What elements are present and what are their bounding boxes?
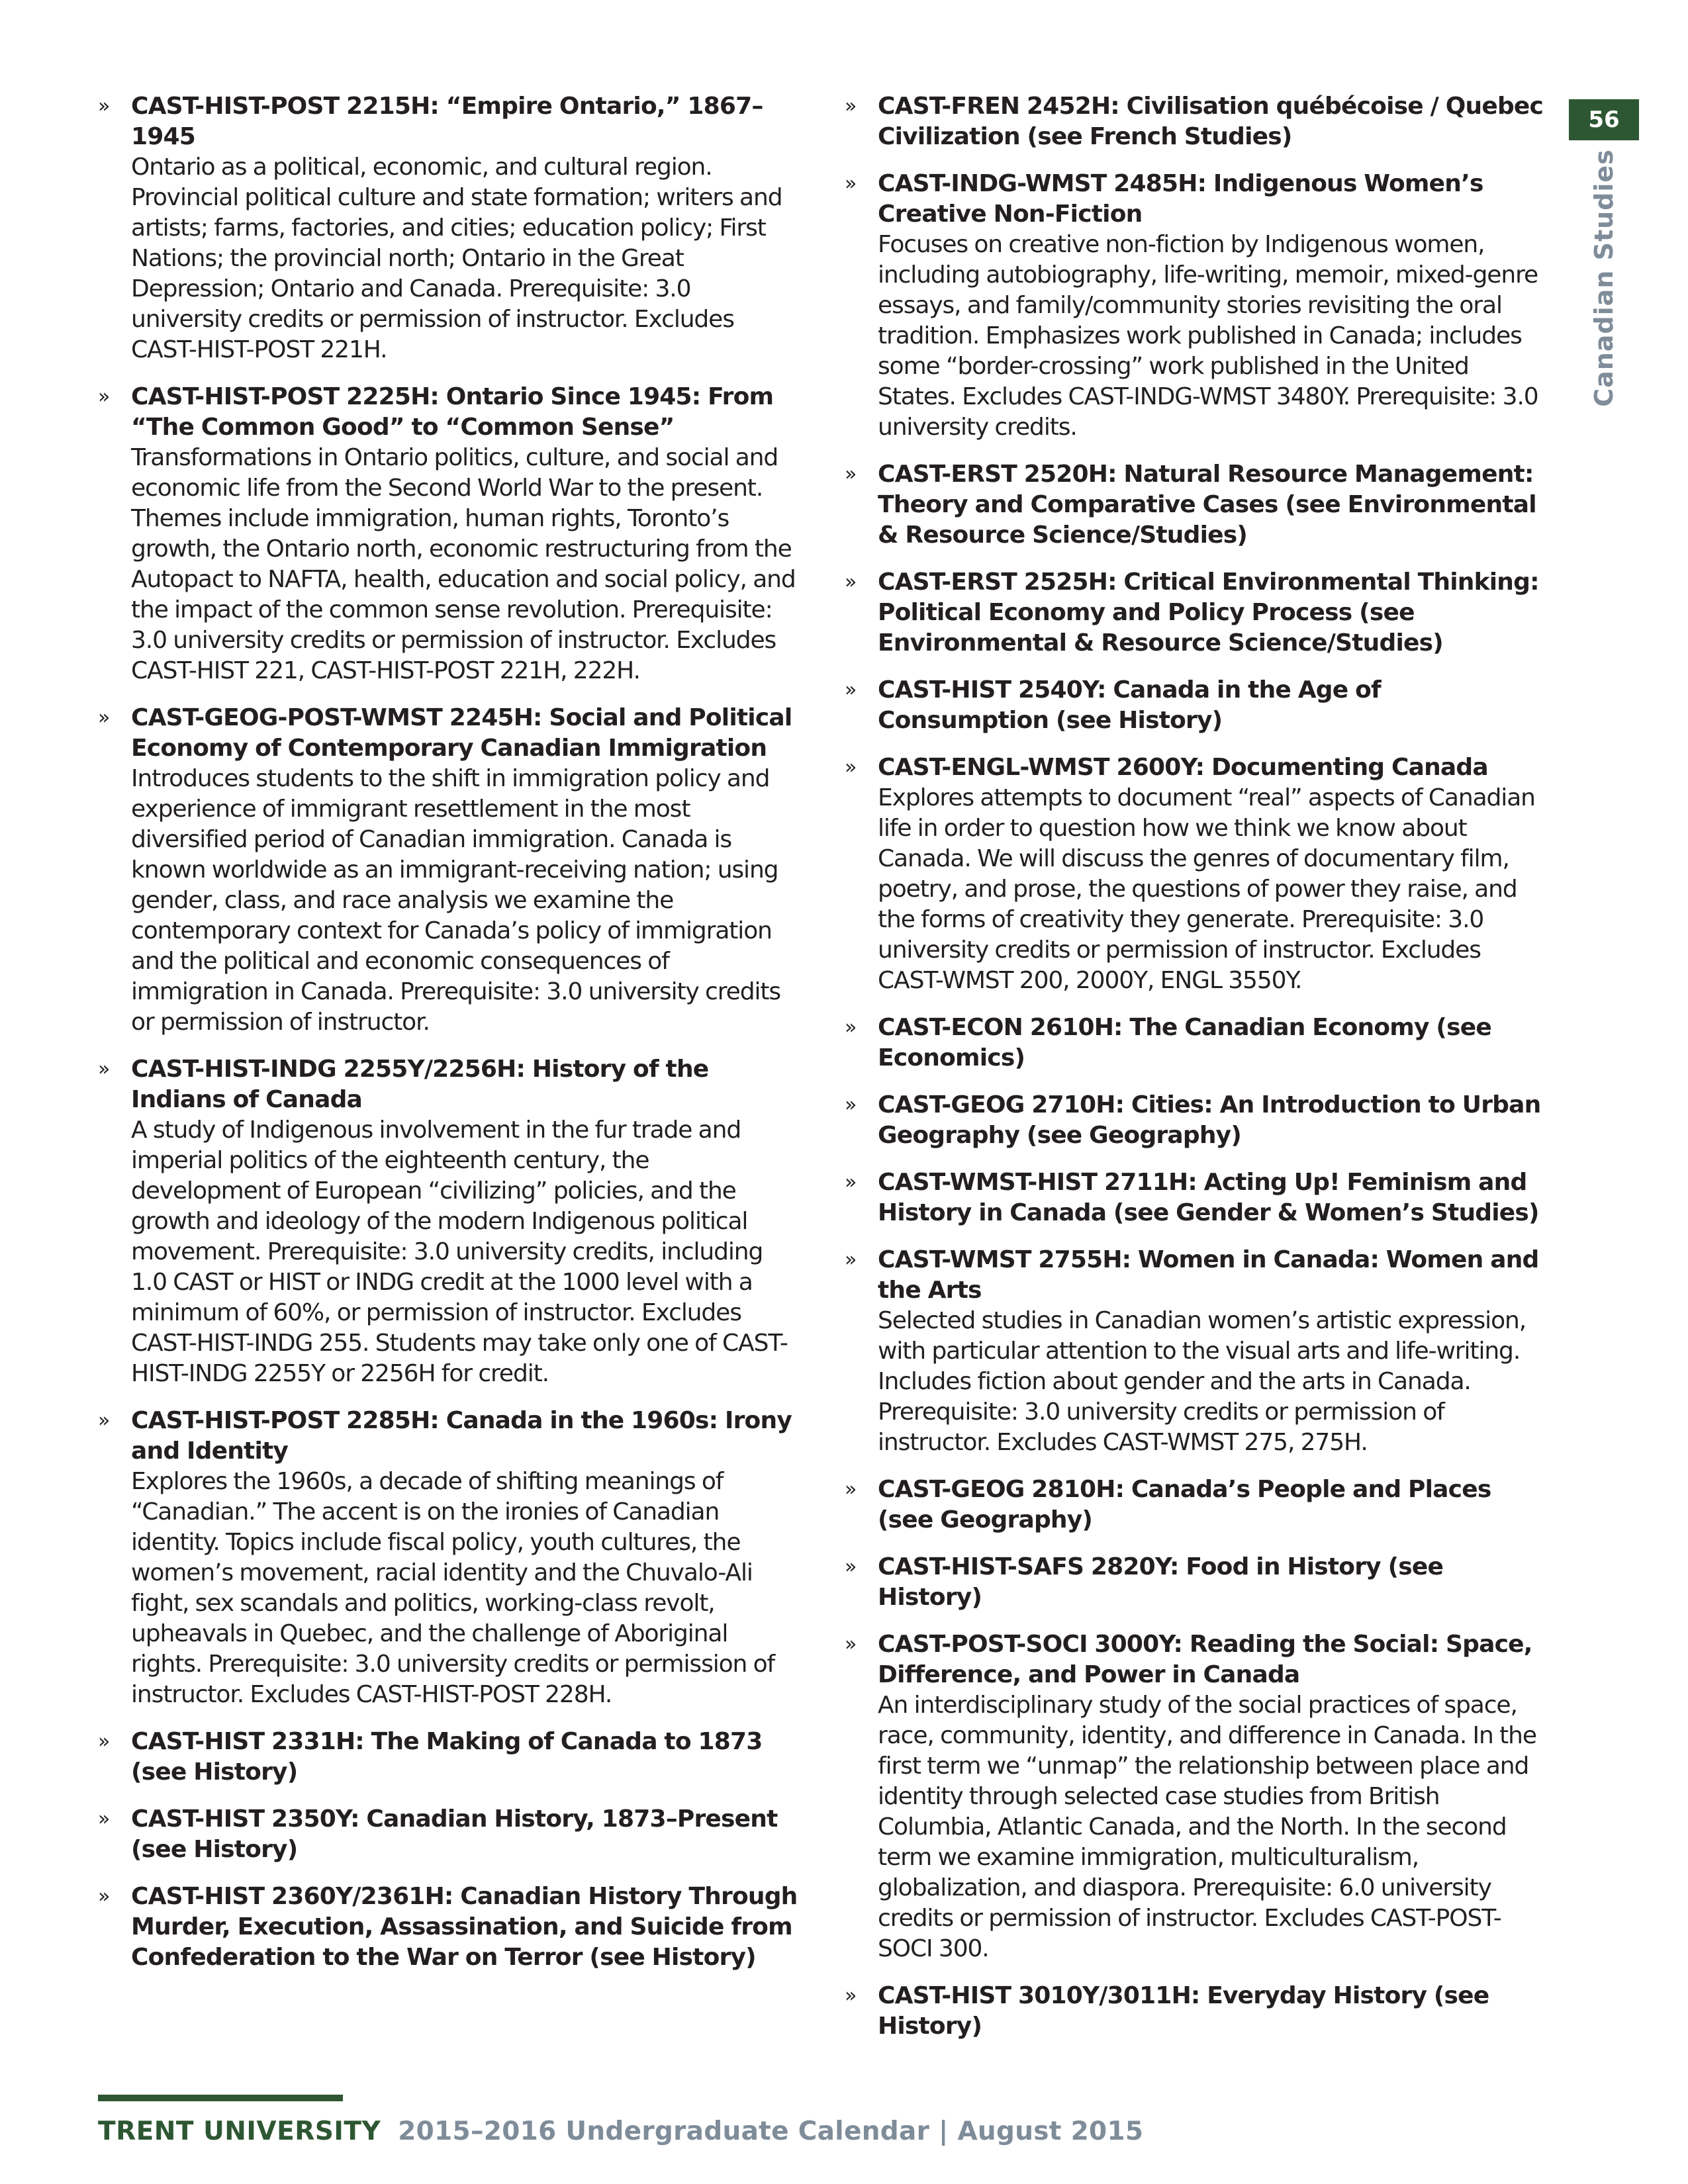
course-entry	[839, 91, 1551, 152]
course-title: CAST-GEOG 2810H: Canada’s People and Places (see Geography)	[878, 1476, 1491, 1533]
footer-rule	[98, 2095, 343, 2101]
footer-university: TRENT UNIVERSITY	[98, 2116, 381, 2146]
course-entry	[93, 1054, 804, 1389]
bullet-icon: »	[98, 1807, 111, 1831]
bullet-icon: »	[98, 1409, 111, 1432]
course-title: CAST-HIST 2360Y/2361H: Canadian History Through Murder, Execution, Assassination, and Suicide from Confederation to the War on Terror (see History)	[131, 1883, 798, 1971]
course-description: Ontario as a political, economic, and cultural region. Provincial political culture and state formation; writers and artists; farms, factories, and cities; education policy; First Nations; the provincial north; Ontario in the Great Depression; Ontario and Canada. Prerequisite: 3.0 university credits or permission of instructor. Excludes CAST-HIST-POST 221H.	[131, 154, 782, 363]
bullet-icon: »	[98, 706, 111, 729]
bullet-icon: »	[845, 1093, 857, 1116]
course-title: CAST-HIST 2331H: The Making of Canada to 1873 (see History)	[131, 1728, 763, 1786]
course-title: CAST-HIST 2350Y: Canadian History, 1873–Present (see History)	[131, 1805, 778, 1863]
bullet-icon: »	[845, 1478, 857, 1501]
course-entry	[93, 1727, 804, 1788]
bullet-icon: »	[845, 1555, 857, 1578]
course-title: CAST-HIST-INDG 2255Y/2256H: History of the Indians of Canada	[131, 1056, 709, 1113]
course-entry	[93, 1804, 804, 1865]
course-title: CAST-WMST 2755H: Women in Canada: Women and the Arts	[878, 1246, 1539, 1304]
bullet-icon: »	[845, 1171, 857, 1194]
bullet-icon: »	[845, 756, 857, 779]
course-entry	[93, 382, 804, 686]
course-entry	[839, 1629, 1551, 1964]
course-description: An interdisciplinary study of the social practices of space, race, community, identity, and difference in Canada. In the first term we “unmap” the relationship between place and identity through selected case studies from British Columbia, Atlantic Canada, and the North. In the second term we examine immigration, multiculturalism, globalization, and diaspora. Prerequisite: 6.0 university credits or permission of instructor. Excludes CAST-POST-SOCI 300.	[878, 1692, 1536, 1962]
right-column	[839, 91, 1551, 2058]
bullet-icon: »	[845, 1984, 857, 2007]
course-entry	[93, 1406, 804, 1710]
bullet-icon: »	[845, 678, 857, 702]
course-title: CAST-ERST 2525H: Critical Environmental Thinking: Political Economy and Policy Process (see Environmental & Resource Science/Studies)	[878, 569, 1539, 657]
course-entry	[839, 1245, 1551, 1458]
course-title: CAST-GEOG 2710H: Cities: An Introduction to Urban Geography (see Geography)	[878, 1091, 1541, 1149]
course-title: CAST-INDG-WMST 2485H: Indigenous Women’s Creative Non-Fiction	[878, 170, 1483, 228]
course-entry	[839, 1981, 1551, 2042]
bullet-icon: »	[845, 570, 857, 594]
bullet-icon: »	[845, 1633, 857, 1656]
course-title: CAST-ERST 2520H: Natural Resource Management: Theory and Comparative Cases (see Environmental & Resource Science/Studies)	[878, 461, 1536, 549]
course-entry	[839, 169, 1551, 443]
bullet-icon: »	[845, 172, 857, 195]
course-title: CAST-HIST-POST 2285H: Canada in the 1960s: Irony and Identity	[131, 1407, 792, 1465]
course-entry	[839, 675, 1551, 736]
course-title: CAST-POST-SOCI 3000Y: Reading the Social: Space, Difference, and Power in Canada	[878, 1631, 1532, 1688]
course-title: CAST-HIST-SAFS 2820Y: Food in History (see History)	[878, 1553, 1444, 1611]
course-title: CAST-ENGL-WMST 2600Y: Documenting Canada	[878, 754, 1488, 781]
course-title: CAST-GEOG-POST-WMST 2245H: Social and Political Economy of Contemporary Canadian Immigration	[131, 704, 792, 762]
course-entry	[93, 91, 804, 365]
course-entry	[839, 752, 1551, 996]
bullet-icon: »	[98, 1885, 111, 1908]
bullet-icon: »	[845, 95, 857, 118]
bullet-icon: »	[845, 1016, 857, 1039]
course-title: CAST-FREN 2452H: Civilisation québécoise / Quebec Civilization (see French Studies)	[878, 93, 1544, 150]
course-description: Selected studies in Canadian women’s artistic expression, with particular attention to the visual arts and life-writing. Includes fiction about gender and the arts in Canada. Prerequisite: 3.0 university credits or permission of instructor. Excludes CAST-WMST 275, 275H.	[878, 1307, 1526, 1456]
course-entry	[839, 1090, 1551, 1151]
course-title: CAST-ECON 2610H: The Canadian Economy (see Economics)	[878, 1014, 1491, 1071]
bullet-icon: »	[845, 463, 857, 486]
course-description: Focuses on creative non-fiction by Indigenous women, including autobiography, life-writing, memoir, mixed-genre essays, and family/community stories revisiting the oral tradition. Emphasizes work published in Canada; includes some “border-crossing” work published in the United States. Excludes CAST-INDG-WMST 3480Y. Prerequisite: 3.0 university credits.	[878, 231, 1538, 441]
course-entry	[839, 1552, 1551, 1613]
footer-calendar: 2015–2016 Undergraduate Calendar | August 2015	[398, 2116, 1144, 2146]
course-entry	[839, 1475, 1551, 1535]
course-entry	[839, 567, 1551, 659]
bullet-icon: »	[845, 1248, 857, 1271]
footer	[98, 2116, 1143, 2146]
course-title: CAST-WMST-HIST 2711H: Acting Up! Feminism and History in Canada (see Gender & Women’s Studies)	[878, 1169, 1539, 1226]
course-description: Explores attempts to document “real” aspects of Canadian life in order to question how we think we know about Canada. We will discuss the genres of documentary film, poetry, and prose, the questions of power they raise, and the forms of creativity they generate. Prerequisite: 3.0 university credits or permission of instructor. Excludes CAST-WMST 200, 2000Y, ENGL 3550Y.	[878, 784, 1535, 994]
course-entry	[93, 1882, 804, 1973]
course-entry	[839, 1167, 1551, 1228]
left-column	[93, 91, 804, 1989]
bullet-icon: »	[98, 385, 111, 408]
course-description: Transformations in Ontario politics, culture, and social and economic life from the Second World War to the present. Themes include immigration, human rights, Toronto’s growth, the Ontario north, economic restructuring from the Autopact to NAFTA, health, education and social policy, and the impact of the common sense revolution. Prerequisite: 3.0 university credits or permission of instructor. Excludes CAST-HIST 221, CAST-HIST-POST 221H, 222H.	[131, 444, 796, 684]
bullet-icon: »	[98, 95, 111, 118]
bullet-icon: »	[98, 1058, 111, 1081]
course-description: A study of Indigenous involvement in the fur trade and imperial politics of the eighteenth century, the development of European “civilizing” policies, and the growth and ideology of the modern Indigenous political movement. Prerequisite: 3.0 university credits, including 1.0 CAST or HIST or INDG credit at the 1000 level with a minimum of 60%, or permission of instructor. Excludes CAST-HIST-INDG 255. Students may take only one of CAST-HIST-INDG 2255Y or 2256H for credit.	[131, 1116, 788, 1387]
course-entry	[839, 459, 1551, 551]
course-title: CAST-HIST 2540Y: Canada in the Age of Consumption (see History)	[878, 676, 1381, 734]
section-side-label: Canadian Studies	[1589, 149, 1618, 407]
page-number: 56	[1569, 99, 1639, 140]
course-title: CAST-HIST-POST 2215H: “Empire Ontario,” 1867–1945	[131, 93, 763, 150]
course-entry	[93, 703, 804, 1038]
bullet-icon: »	[98, 1730, 111, 1753]
course-title: CAST-HIST-POST 2225H: Ontario Since 1945: From “The Common Good” to “Common Sense”	[131, 383, 774, 441]
course-description: Explores the 1960s, a decade of shifting meanings of “Canadian.” The accent is on the ironies of Canadian identity. Topics include fiscal policy, youth cultures, the women’s movement, racial identity and the Chuvalo-Ali fight, sex scandals and politics, working-class revolt, upheavals in Quebec, and the challenge of Aboriginal rights. Prerequisite: 3.0 university credits or permission of instructor. Excludes CAST-HIST-POST 228H.	[131, 1468, 775, 1708]
course-title: CAST-HIST 3010Y/3011H: Everyday History (see History)	[878, 1982, 1489, 2040]
course-description: Introduces students to the shift in immigration policy and experience of immigrant resettlement in the most diversified period of Canadian immigration. Canada is known worldwide as an immigrant-receiving nation; using gender, class, and race analysis we examine the contemporary context for Canada’s policy of immigration and the political and economic consequences of immigration in Canada. Prerequisite: 3.0 university credits or permission of instructor.	[131, 765, 781, 1036]
course-entry	[839, 1013, 1551, 1073]
